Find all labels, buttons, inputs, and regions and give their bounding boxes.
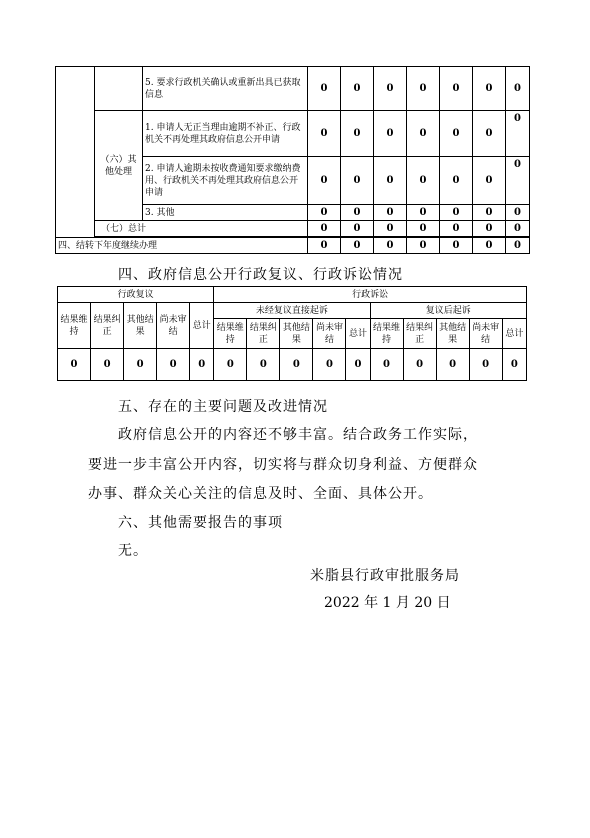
value-cell: 0 — [506, 238, 530, 254]
value-cell: 0 — [502, 349, 526, 381]
value-cell: 0 — [247, 349, 280, 381]
table-header-row — [58, 303, 527, 319]
column-header: 总计 — [502, 319, 526, 349]
group-label: （六）其他处理 — [95, 111, 143, 221]
column-header: 结果纠正 — [91, 303, 124, 349]
column-header: 结果维持 — [370, 319, 403, 349]
value-cell: 0 — [308, 67, 341, 111]
value-cell: 0 — [370, 349, 403, 381]
value-cell: 0 — [506, 221, 530, 237]
value-cell: 0 — [91, 349, 124, 381]
column-header: 结果纠正 — [247, 319, 280, 349]
value-cell: 0 — [473, 111, 506, 157]
column-header: 尚未审结 — [157, 303, 190, 349]
value-cell: 0 — [308, 205, 341, 221]
value-cell: 0 — [341, 67, 374, 111]
value-cell: 0 — [346, 349, 370, 381]
carry-over-label: 四、结转下年度继续办理 — [56, 238, 308, 254]
section5-heading: 五、存在的主要问题及改进情况 — [118, 399, 328, 415]
value-cell: 0 — [506, 111, 530, 157]
review-header: 行政复议 — [58, 287, 214, 303]
after-review-header: 复议后起诉 — [370, 303, 527, 319]
application-handling-table — [55, 66, 530, 254]
value-cell: 0 — [157, 349, 190, 381]
value-cell: 0 — [341, 221, 374, 237]
value-cell: 0 — [407, 157, 440, 205]
value-cell: 0 — [506, 205, 530, 221]
value-cell: 0 — [440, 111, 473, 157]
column-header: 结果维持 — [214, 319, 247, 349]
table-row — [56, 111, 530, 157]
value-cell: 0 — [407, 111, 440, 157]
value-cell: 0 — [473, 205, 506, 221]
value-cell: 0 — [341, 157, 374, 205]
carry-over-row — [56, 238, 530, 254]
value-cell: 0 — [280, 349, 313, 381]
value-cell: 0 — [407, 238, 440, 254]
value-cell: 0 — [308, 221, 341, 237]
section6-body: 无。 — [118, 543, 148, 559]
column-header: 尚未审结 — [469, 319, 502, 349]
value-cell: 0 — [440, 221, 473, 237]
value-cell: 0 — [308, 238, 341, 254]
section5-line: 政府信息公开的内容还不够丰富。结合政务工作实际， — [118, 427, 478, 443]
value-cell: 0 — [313, 349, 346, 381]
value-cell: 0 — [374, 221, 407, 237]
value-cell: 0 — [374, 67, 407, 111]
value-cell: 0 — [440, 67, 473, 111]
value-cell: 0 — [469, 349, 502, 381]
value-cell: 0 — [506, 67, 530, 111]
value-cell: 0 — [403, 349, 436, 381]
section5-line: 要进一步丰富公开内容，切实将与群众切身利益、方便群众 — [88, 457, 478, 473]
value-cell: 0 — [341, 238, 374, 254]
value-cell: 0 — [473, 221, 506, 237]
direct-litigation-header: 未经复议直接起诉 — [214, 303, 370, 319]
table-header-row — [58, 287, 527, 303]
outer-left-cell — [56, 67, 95, 238]
value-cell: 0 — [190, 349, 214, 381]
value-cell: 0 — [58, 349, 91, 381]
value-cell: 0 — [440, 238, 473, 254]
section6-heading: 六、其他需要报告的事项 — [118, 515, 283, 531]
row-description: 3. 其他 — [143, 205, 308, 221]
row-description: 1. 申请人无正当理由逾期不补正、行政机关不再处理其政府信息公开申请 — [143, 111, 308, 157]
column-header: 其他结果 — [280, 319, 313, 349]
value-cell: 0 — [473, 67, 506, 111]
value-cell: 0 — [440, 157, 473, 205]
value-cell: 0 — [308, 157, 341, 205]
section5-line: 办事、群众关心关注的信息及时、全面、具体公开。 — [88, 486, 433, 502]
value-cell: 0 — [473, 238, 506, 254]
date: 2022 年 1 月 20 日 — [324, 595, 451, 611]
value-cell: 0 — [374, 111, 407, 157]
review-litigation-table — [57, 286, 527, 381]
value-cell: 0 — [473, 157, 506, 205]
value-cell: 0 — [374, 238, 407, 254]
signature: 米脂县行政审批服务局 — [310, 568, 460, 584]
column-header: 尚未审结 — [313, 319, 346, 349]
value-cell: 0 — [308, 111, 341, 157]
table-row — [56, 67, 530, 111]
column-header: 总计 — [190, 303, 214, 349]
value-cell: 0 — [436, 349, 469, 381]
value-cell: 0 — [407, 67, 440, 111]
row-description: 2. 申请人逾期未按收费通知要求缴纳费用、行政机关不再处理其政府信息公开申请 — [143, 157, 308, 205]
value-cell: 0 — [407, 205, 440, 221]
column-header: 结果维持 — [58, 303, 91, 349]
column-header: 其他结果 — [124, 303, 157, 349]
litigation-header: 行政诉讼 — [214, 287, 527, 303]
value-cell: 0 — [341, 205, 374, 221]
table-row — [58, 349, 527, 381]
value-cell: 0 — [440, 205, 473, 221]
column-header: 其他结果 — [436, 319, 469, 349]
blank-category-cell — [95, 67, 143, 111]
value-cell: 0 — [124, 349, 157, 381]
value-cell: 0 — [374, 205, 407, 221]
value-cell: 0 — [407, 221, 440, 237]
value-cell: 0 — [506, 157, 530, 205]
value-cell: 0 — [214, 349, 247, 381]
total-label: （七）总计 — [95, 221, 308, 237]
total-row — [56, 221, 530, 237]
value-cell: 0 — [374, 157, 407, 205]
section4-heading: 四、政府信息公开行政复议、行政诉讼情况 — [118, 267, 403, 283]
value-cell: 0 — [341, 111, 374, 157]
column-header: 结果纠正 — [403, 319, 436, 349]
row-description: 5. 要求行政机关确认或重新出具已获取信息 — [143, 67, 308, 111]
column-header: 总计 — [346, 319, 370, 349]
